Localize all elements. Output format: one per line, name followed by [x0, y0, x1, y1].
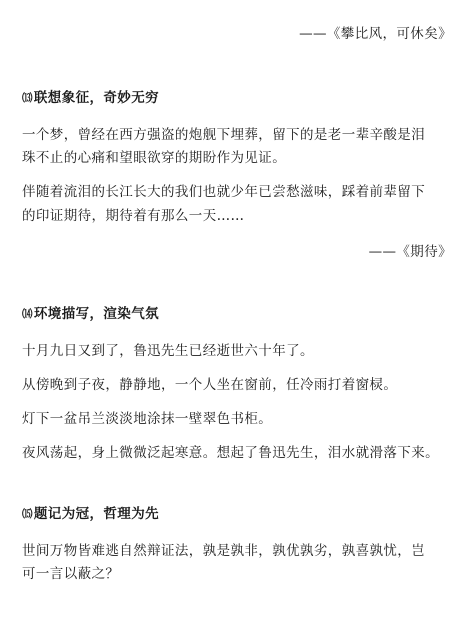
attribution-quote: ——《期待》	[368, 244, 452, 260]
paragraph-line: 世间万物皆难逃自然辩证法，孰是孰非，孰优孰劣，孰喜孰忧，岂	[22, 543, 426, 559]
paragraph-line: 十月九日又到了，鲁迅先生已经逝世六十年了。	[22, 343, 314, 359]
section-number: ⒁	[22, 308, 33, 320]
paragraph-line: 的印证期待，期待着有那么一天……	[22, 208, 245, 224]
section-heading-15	[22, 502, 159, 522]
section-number: ⒂	[22, 508, 33, 520]
section-number: ⒀	[22, 92, 33, 104]
section-heading-13	[22, 86, 159, 106]
paragraph-line: 珠不止的心痛和望眼欲穿的期盼作为见证。	[22, 150, 287, 166]
paragraph-line: 灯下一盆吊兰淡淡地涂抹一壁翠色书柜。	[22, 411, 273, 427]
section-title: 联想象征，奇妙无穷	[33, 90, 160, 106]
paragraph-line: 伴随着流泪的长江长大的我们也就少年已尝愁滋味，踩着前辈留下	[22, 184, 426, 200]
section-title: 环境描写，渲染气氛	[33, 306, 160, 322]
section-heading-14	[22, 302, 159, 322]
paragraph-line: 从傍晚到子夜，静静地，一个人坐在窗前，任冷雨打着窗棂。	[22, 377, 398, 393]
paragraph-line: 一个梦，曾经在西方强盗的炮舰下埋葬，留下的是老一辈辛酸是泪	[22, 127, 426, 143]
paragraph-line: 夜风荡起，身上微微泛起寒意。想起了鲁迅先生，泪水就滑落下来。	[22, 445, 439, 461]
section-title: 题记为冠，哲理为先	[33, 506, 160, 522]
attribution-quote: ——《攀比风，可休矣》	[299, 26, 452, 42]
paragraph-line: 可一言以蔽之？	[22, 566, 120, 582]
